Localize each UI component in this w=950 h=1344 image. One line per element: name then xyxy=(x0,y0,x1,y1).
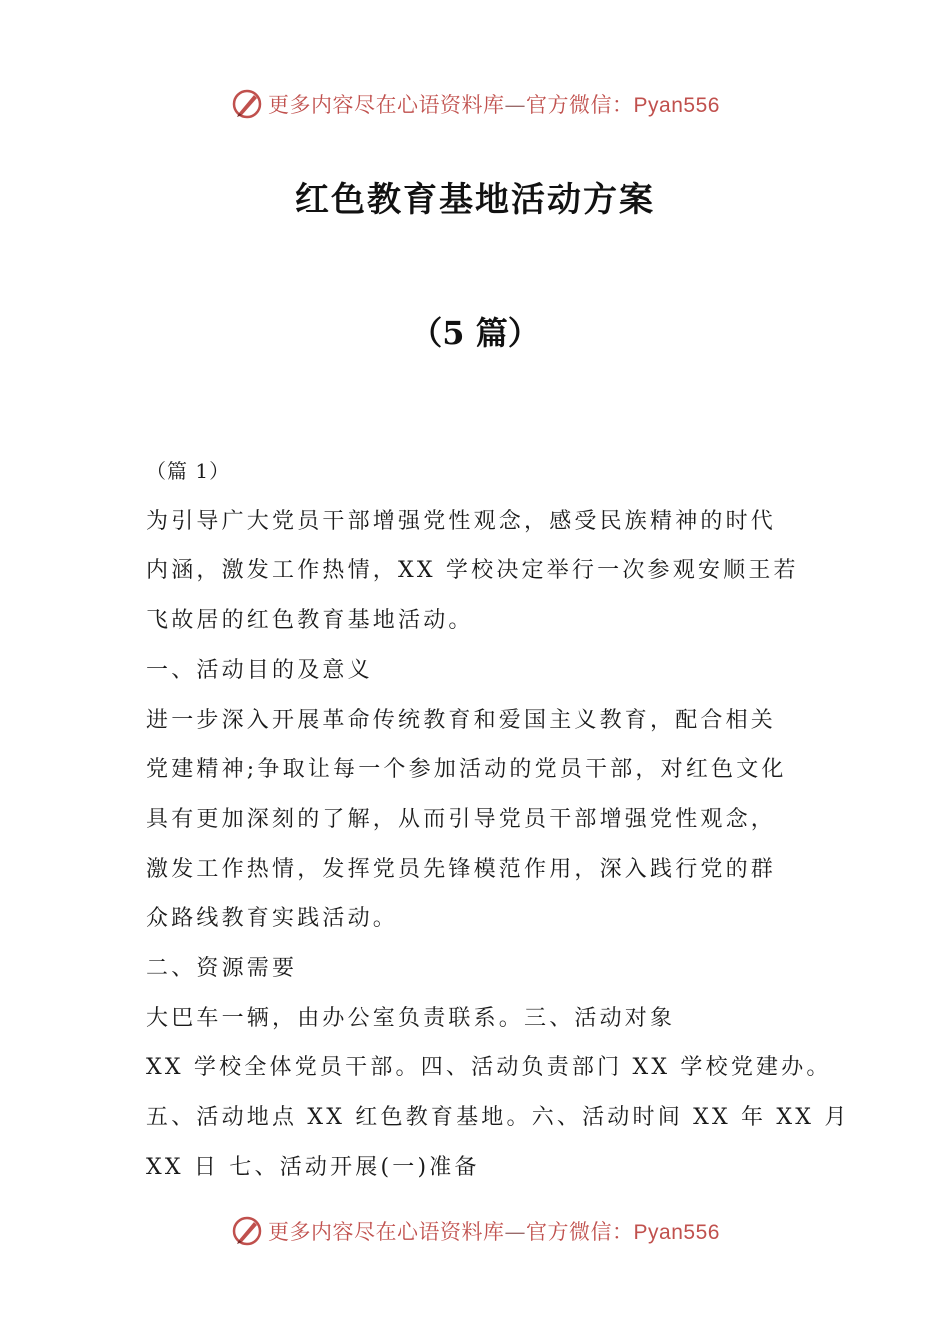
header-watermark xyxy=(0,84,950,124)
watermark-wechat-id: Pyan556 xyxy=(633,94,720,117)
body-line: 具有更加深刻的了解，从而引导党员干部增强党性观念， xyxy=(146,806,777,832)
body-line: XX 日 七、活动开展(一)准备 xyxy=(146,1154,480,1180)
watermark-separator: — xyxy=(504,93,527,117)
watermark-separator: — xyxy=(504,1220,527,1244)
pen-logo-icon xyxy=(230,87,264,121)
document-subtitle: （5 篇） xyxy=(410,314,540,352)
body-line: 激发工作热情，发挥党员先锋模范作用，深入践行党的群 xyxy=(146,856,777,882)
body-line: 党建精神;争取让每一个参加活动的党员干部，对红色文化 xyxy=(146,757,787,783)
body-line: 众路线教育实践活动。 xyxy=(146,906,399,932)
footer-watermark xyxy=(0,1211,950,1251)
document-title: 红色教育基地活动方案 xyxy=(295,180,655,220)
body-line: XX 学校全体党员干部。四、活动负责部门 XX 学校党建办。 xyxy=(146,1055,832,1081)
watermark-main: 更多内容尽在心语资料库 xyxy=(268,93,505,117)
body-line: 为引导广大党员干部增强党性观念，感受民族精神的时代 xyxy=(146,508,777,534)
section-heading: 一、活动目的及意义 xyxy=(146,657,373,683)
document-body xyxy=(146,447,850,1193)
body-line: 飞故居的红色教育基地活动。 xyxy=(146,608,474,634)
body-line: 进一步深入开展革命传统教育和爱国主义教育，配合相关 xyxy=(146,707,777,733)
watermark-wechat-id: Pyan556 xyxy=(633,1221,720,1244)
watermark-main: 更多内容尽在心语资料库 xyxy=(268,1220,505,1244)
body-line: 大巴车一辆，由办公室负责联系。三、活动对象 xyxy=(146,1005,676,1031)
section-label: （篇 1） xyxy=(146,459,231,483)
watermark-text xyxy=(268,89,720,119)
watermark-text xyxy=(268,1216,720,1246)
watermark-label: 官方微信： xyxy=(526,1220,634,1244)
body-line: 内涵，激发工作热情，XX 学校决定举行一次参观安顺王若 xyxy=(146,558,799,584)
body-line: 五、活动地点 XX 红色教育基地。六、活动时间 XX 年 XX 月 xyxy=(146,1105,850,1131)
pen-logo-icon xyxy=(230,1214,264,1248)
watermark-label: 官方微信： xyxy=(526,93,634,117)
section-heading: 二、资源需要 xyxy=(146,956,298,982)
